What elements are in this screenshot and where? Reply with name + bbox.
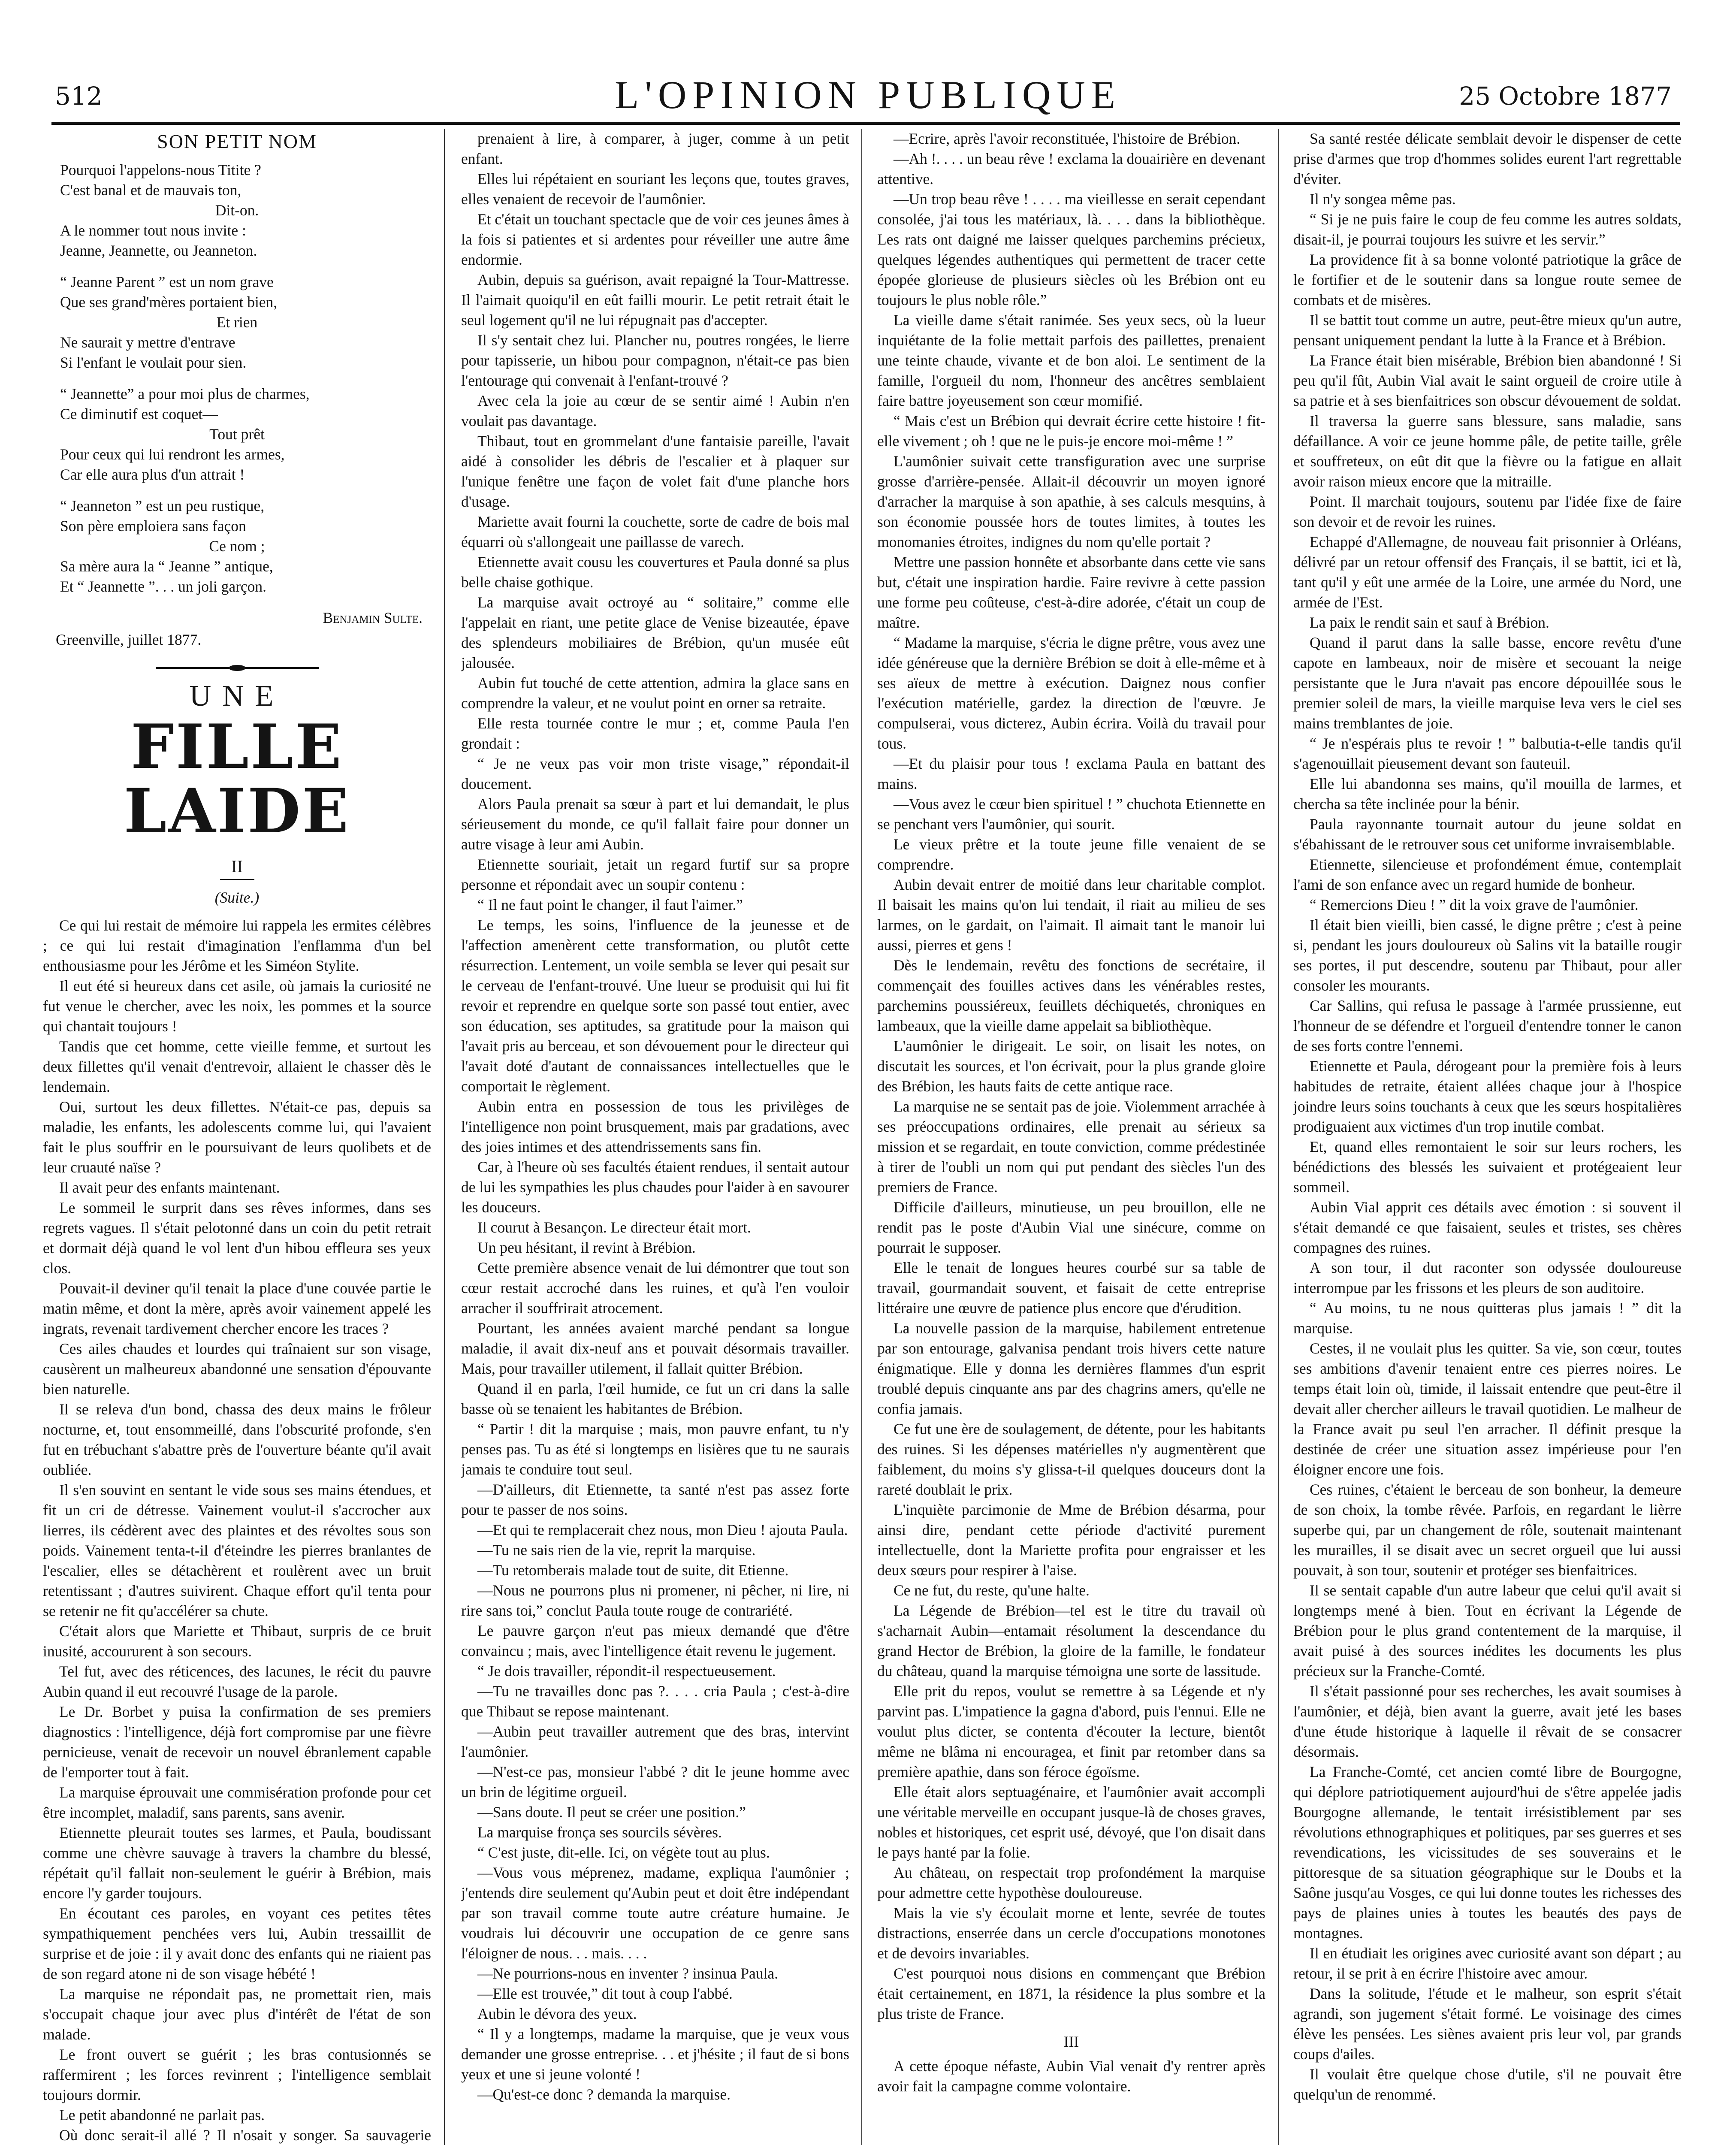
poem-line: Ce diminutif est coquet— <box>60 405 218 423</box>
paragraph: Et c'était un touchant spectacle que de voir ces jeunes âmes à la fois si patientes et si ardentes pour réveiller une autre âme endormie. <box>461 211 849 268</box>
paragraph: Ces ruines, c'étaient le berceau de son bonheur, la demeure de son choix, la tombe rêvée. Parfois, en regardant le lièrre superbe qui, par un changement de rôle, soutenait maintenant les murailles, il se disait avec un secret orgueil que lui aussi pouvait, à son tour, soutenir et protéger ses bienfaitrices. <box>1293 1481 1682 1579</box>
paragraph: “ Il ne faut point le changer, il faut l'aimer.” <box>477 896 743 913</box>
poem-title: SON PETIT NOM <box>157 130 317 152</box>
paragraph: Un peu hésitant, il revint à Brébion. <box>477 1239 696 1256</box>
paragraph: Cestes, il ne voulait plus les quitter. Sa vie, son cœur, toutes ses ambitions d'avenir tenaient entre ces pierres noires. Le temps était loin où, timide, il laissait entendre que peut-être il devait aller chercher ailleurs le travail quotidien. Le malheur de la France avait pu seul l'en arracher. Il définit presque la destinée de créer une situation assez impérieuse pour l'en éloigner encore une fois. <box>1293 1340 1682 1478</box>
paragraph: L'aumônier le dirigeait. Le soir, on lisait les notes, on discutait les sources, et l'on écrivait, pour la plus grande gloire des Brébion, les hauts faits de cette antique race. <box>877 1037 1265 1095</box>
paragraph: Quand il en parla, l'œil humide, ce fut un cri dans la salle basse où se tenaient les habitantes de Brébion. <box>461 1380 849 1417</box>
paragraph: La paix le rendit sain et sauf à Brébion. <box>1310 614 1549 631</box>
paragraph: Il s'en souvint en sentant le vide sous ses mains étendues, et fit un cri de détresse. Vainement voulut-il s'accrocher aux lierres, ils cédèrent avec des plaintes et des révoltes sous son poids. Vainement tenta-t-il d'éteindre les pierres branlantes de l'escalier, elles se détachèrent et roulèrent avec un bruit retentissant ; d'autres suivirent. Chaque effort qu'il tenta pour se retenir ne fit qu'accélérer sa chute. <box>43 1481 431 1619</box>
page-number: 512 <box>55 82 103 111</box>
paragraph: La providence fit à sa bonne volonté patriotique la grâce de le fortifier et de le soutenir dans sa longue route semee de combats et de misères. <box>1293 251 1682 308</box>
paragraph: Aubin, depuis sa guérison, avait repaigné la Tour-Mattresse. Il l'aimait quoiqu'il en eût failli mourir. Le petit retrait était le seul logement qu'il ne lui répugnait pas d'accepter. <box>461 271 849 329</box>
poem-line: Ne saurait y mettre d'entrave <box>60 334 235 351</box>
poem-line: Son père emploiera sans façon <box>60 517 246 535</box>
paragraph: La marquise avait octroyé au “ solitaire,” comme elle l'appelait en riant, une petite glace de Venise bizeautée, épave des splendeurs mobiliaires de Brébion, qu'un musée eût jalousée. <box>461 594 849 671</box>
paragraph: Elle lui abandonna ses mains, qu'il mouilla de larmes, et chercha sa tête inclinée pour la bénir. <box>1293 775 1682 813</box>
paragraph: Etiennette pleurait toutes ses larmes, et Paula, boudissant comme une chèvre sauvage à travers la chambre du blessé, répétait qu'il fallait non-seulement le guérir à Brébion, mais encore l'y garder toujours. <box>43 1824 431 1902</box>
paragraph: Mais la vie s'y écoulait morne et lente, sevrée de toutes distractions, enserrée dans un cercle d'occupations monotones et de devoirs invariables. <box>877 1904 1265 1962</box>
column-3 <box>877 129 1265 2145</box>
column-rule <box>861 129 862 2145</box>
paragraph: Il s'était passionné pour ses recherches, les avait soumises à l'aumônier, et déjà, bien avant la guerre, avait jeté les bases d'une étude historique à laquelle il rêvait de se consacrer désormais. <box>1293 1683 1682 1760</box>
poem-signature: Benjamin Sulte. <box>323 609 423 626</box>
paragraph: “ C'est juste, dit-elle. Ici, on végète tout au plus. <box>477 1844 770 1861</box>
column-text <box>1293 129 1682 2105</box>
paragraph: Il s'y sentait chez lui. Plancher nu, poutres rongées, le lierre pour tapisserie, un hibou pour compagnon, n'était-ce pas bien l'entourage qui convenait à l'enfant-trouvé ? <box>461 332 849 389</box>
paragraph: Etiennette souriait, jetait un regard furtif sur sa propre personne et répondait avec un soupir contenu : <box>461 856 849 893</box>
poem-line: Pourquoi l'appelons-nous Titite ? <box>60 161 261 178</box>
paragraph: La marquise ne répondait pas, ne promettait rien, mais s'occupait chaque jour avec plus d'intérêt de l'état de son malade. <box>43 1985 431 2043</box>
paragraph: “ Il y a longtemps, madame la marquise, que je veux vous demander une grosse entreprise. . . et j'hésite ; il faut de si bons yeux et une si jeune volonté ! <box>461 2025 849 2083</box>
paragraph: Il avait peur des enfants maintenant. <box>59 1179 280 1196</box>
paragraph: Le vieux prêtre et la toute jeune fille venaient de se comprendre. <box>877 836 1265 873</box>
paragraph: —Aubin peut travailler autrement que des bras, intervint l'aumônier. <box>461 1723 849 1760</box>
paragraph: Difficile d'ailleurs, minutieuse, un peu brouillon, elle ne rendit pas le poste d'Aubin Vial une sinécure, comme on pourrait le supposer. <box>877 1199 1265 1256</box>
paragraph: Le Dr. Borbet y puisa la confirmation de ses premiers diagnostics : l'intelligence, déjà fort compromise par une fièvre pernicieuse, venait de recevoir un nouvel ébranlement capable de l'emporter tout à fait. <box>43 1703 431 1781</box>
chapter-number: II <box>231 857 243 876</box>
paragraph: Tel fut, avec des réticences, des lacunes, le récit du pauvre Aubin quand il eut recouvré l'usage de la parole. <box>43 1663 431 1700</box>
issue-date: 25 Octobre 1877 <box>1459 82 1672 111</box>
column-2 <box>461 129 849 2145</box>
paragraph: Pouvait-il deviner qu'il tenait la place d'une couvée partie le matin même, et dont la mère, après avoir vainement appelé les ingrats, revenait tardivement chercher encore les traces ? <box>43 1280 431 1337</box>
paragraph: Aubin fut touché de cette attention, admira la glace sans en comprendre la valeur, et ne voulut point en orner sa retraite. <box>461 674 849 712</box>
paragraph: —Et du plaisir pour tous ! exclama Paula en battant des mains. <box>877 755 1265 792</box>
story-kicker: UNE <box>189 680 285 713</box>
paragraph: Le pauvre garçon n'eut pas mieux demandé que d'être convaincu ; mais, avec l'intelligence était revenu le jugement. <box>461 1622 849 1659</box>
paragraph: “ Je ne veux pas voir mon triste visage,” répondait-il doucement. <box>461 755 849 792</box>
paragraph: La vieille dame s'était ranimée. Ses yeux secs, où la lueur inquiétante de la folie mettait parfois des paillettes, prenaient une teinte chaude, vivante et de bon aloi. Le sentiment de la famille, l'orgueil du nom, l'honneur des ancêtres semblaient faire battre joyeusement son cœur momifié. <box>877 311 1265 409</box>
paragraph: C'est pourquoi nous disions en commençant que Brébion était certainement, en 1871, la résidence la plus sombre et la plus triste de France. <box>877 1965 1265 2022</box>
paragraph: Elle resta tournée contre le mur ; et, comme Paula l'en grondait : <box>461 715 849 752</box>
page-header <box>0 64 1736 116</box>
paragraph: Dès le lendemain, revêtu des fonctions de secrétaire, il commençait des fouilles actives dans les vénérables restes, parchemins poussiéreux, feuillets déchiquetés, chroniques en lambeaux, que la vieille dame appelait sa bibliothèque. <box>877 957 1265 1034</box>
paragraph: Il eut été si heureux dans cet asile, où jamais la curiosité ne fut venue le chercher, avec les noix, les pommes et la source qui chantait toujours ! <box>43 977 431 1035</box>
paragraph: Aubin entra en possession de tous les privilèges de l'intelligence non point brusquement, mais par gradations, avec des joies intimes et des attendrissements sans fin. <box>461 1098 849 1155</box>
paragraph: Ce ne fut, du reste, qu'une halte. <box>894 1582 1090 1599</box>
paragraph: La marquise fronça ses sourcils sévères. <box>477 1824 722 1841</box>
paragraph: La nouvelle passion de la marquise, habilement entretenue par son entourage, galvanisa pendant trois hivers cette nature énigmatique. Elle y donna les dernières flammes d'un esprit troublé depuis cinquante ans par des chagrins amers, qu'elle ne confia jamais. <box>877 1320 1265 1417</box>
paragraph: —Elle est trouvée,” dit tout à coup l'abbé. <box>477 1985 733 2002</box>
paragraph: Aubin devait entrer de moitié dans leur charitable complot. Il baisait les mains qu'on lui tendait, il riait au milieu de ses larmes, on le gardait, on l'aimait. Il aimait tant le manoir lui aussi, pierres et gens ! <box>877 876 1265 954</box>
column-text <box>877 129 1265 2024</box>
paragraph: —Sans doute. Il peut se créer une position.” <box>477 1804 746 1821</box>
paragraph: —D'ailleurs, dit Etiennette, ta santé n'est pas assez forte pour te passer de nos soins. <box>461 1481 849 1518</box>
paragraph: Sa santé restée délicate semblait devoir le dispenser de cette prise d'armes que trop d'hommes solides eurent l'art regrettable d'éviter. <box>1293 130 1682 187</box>
paragraph: Il traversa la guerre sans blessure, sans maladie, sans défaillance. A voir ce jeune homme pâle, de petite taille, grêle et souffreteux, on eût dit que la fièvre ou la fatigue en allait avoir raison mieux encore que la mitraille. <box>1293 412 1682 490</box>
paragraph: Pourtant, les années avaient marché pendant sa longue maladie, il avait dix-neuf ans et pouvait désormais travailler. Mais, pour travailler utilement, il fallait quitter Brébion. <box>461 1320 849 1377</box>
poem-line: Jeanne, Jeannette, ou Jeanneton. <box>60 242 257 259</box>
paragraph: Où donc serait-il allé ? Il n'osait y songer. Sa sauvagerie <box>59 2127 431 2144</box>
paragraph: Aubin le dévora des yeux. <box>477 2005 637 2022</box>
paragraph: La marquise éprouvait une commisération profonde pour cet être incomplet, maladif, sans parents, sans avenir. <box>43 1784 431 1821</box>
paragraph: La marquise ne se sentait pas de joie. Violemment arrachée à ses préoccupations ordinaires, elle prenait au sérieux sa mission et se regardait, en toute conviction, comme prédestinée à tirer de l'oubli un nom qui put pendant des siècles l'un des premiers de France. <box>877 1098 1265 1196</box>
poem-line: Dit-on. <box>215 202 259 219</box>
paragraph: Car, à l'heure où ses facultés étaient rendues, il sentait autour de lui les sympathies les plus chaudes pour l'aider à en savourer les douceurs. <box>461 1158 849 1216</box>
paragraph: —Qu'est-ce donc ? demanda la marquise. <box>477 2086 731 2103</box>
poem-line: Que ses grand'mères portaient bien, <box>60 293 278 311</box>
paragraph: “ Mais c'est un Brébion qui devrait écrire cette histoire ! fit-elle vivement ; oh ! que ne le puis-je encore moi-même ! ” <box>877 412 1265 450</box>
paragraph: Cette première absence venait de lui démontrer que tout son cœur restait accroché dans les ruines, et qu'à l'en vouloir arracher il souffrirait atrocement. <box>461 1259 849 1317</box>
paragraph: Aubin Vial apprit ces détails avec émotion : si souvent il s'était demandé ce que faisaient, seules et tristes, ses chères compagnes des ruines. <box>1293 1199 1682 1256</box>
paragraph: —Tu retomberais malade tout de suite, dit Etienne. <box>477 1562 789 1579</box>
poem-line: Si l'enfant le voulait pour sien. <box>60 354 247 371</box>
poem-stanza <box>43 160 431 261</box>
chapter-rule <box>220 879 254 880</box>
column-rule <box>444 129 445 2145</box>
paragraph: Dans la solitude, l'étude et le malheur, son esprit s'était agrandi, son jugement s'était formé. Le voisinage des cimes élève les pensées. Les siènes avaient pris leur vol, par grands coups d'ailes. <box>1293 1985 1682 2063</box>
paragraph: Paula rayonnante tournait autour du jeune soldat en s'ébahissant de le retrouver sous cet uniforme invraisemblable. <box>1293 816 1682 853</box>
poem-line: Et “ Jeannette ”. . . un joli garçon. <box>60 578 267 595</box>
paragraph: Etiennette avait cousu les couvertures et Paula donné sa plus belle chaise gothique. <box>461 553 849 591</box>
paragraph: —Tu ne travailles donc pas ?. . . . cria Paula ; c'est-à-dire que Thibaut se repose maintenant. <box>461 1683 849 1720</box>
paragraph: Alors Paula prenait sa sœur à part et lui demandait, le plus sérieusement du monde, ce qu'il fallait faire pour donner un autre visage à leur ami Aubin. <box>461 795 849 853</box>
paragraph: “ Je n'espérais plus te revoir ! ” balbutia-t-elle tandis qu'il s'agenouillait pieusement devant son fauteuil. <box>1293 735 1682 772</box>
column-1 <box>43 129 431 2145</box>
paragraph: “ Si je ne puis faire le coup de feu comme les autres soldats, disait-il, je pourrai toujours les suivre et les servir.” <box>1293 211 1682 248</box>
column-text <box>43 915 431 2145</box>
poem-line: A le nommer tout nous invite : <box>60 222 246 239</box>
paragraph: Elle le tenait de longues heures courbé sur sa table de travail, gourmandait souvent, et faisait de cette entreprise littéraire une œuvre de patience plus encore que d'érudition. <box>877 1259 1265 1317</box>
paragraph: “ Madame la marquise, s'écria le digne prêtre, vous avez une idée généreuse que la dernière Brébion se doit à elle-même et à ses aïeux de mettre à exécution. Daignez nous confier l'exécution matérielle, gardez la direction de l'œuvre. Je compulserai, vous dicterez, Aubin écrira. Voilà du travail pour tous. <box>877 634 1265 752</box>
paragraph: L'inquiète parcimonie de Mme de Brébion désarma, pour ainsi dire, pendant cette période d'activité purement intellectuelle, dont la Mariette profita pour engraisser et les deux sœurs pour respirer à l'aise. <box>877 1501 1265 1579</box>
paragraph: Thibaut, tout en grommelant d'une fantaisie pareille, l'avait aidé à consolider les débris de l'escalier et à plaquer sur l'unique fenêtre une façon de volet fait d'une planche hors d'usage. <box>461 432 849 510</box>
paragraph: Il en étudiait les origines avec curiosité avant son départ ; au retour, il se prit à en écrire l'histoire avec amour. <box>1293 1945 1682 1982</box>
continued-label: (Suite.) <box>214 889 260 906</box>
paragraph: “ Je dois travailler, répondit-il respectueusement. <box>477 1662 776 1680</box>
paragraph: Le temps, les soins, l'influence de la jeunesse et de l'affection amenèrent cette transformation, ou plutôt cette résurrection. Lentement, un voile sembla se lever qui pesait sur le cerveau de l'enfant-trouvé. Une lueur se produisit qui lui fit revoir et reprendre en quelque sorte son passé tout entier, avec son éducation, ses aptitudes, sa gratitude pour la maison qui l'avait pris au berceau, et son dévouement pour le directeur qui l'avait doté d'autant de connaissances intellectuelles que le comportait le règlement. <box>461 916 849 1095</box>
paragraph: En écoutant ces paroles, en voyant ces petites têtes sympathiquement penchées vers lui, Aubin tressaillit de surprise et de joie : il y avait donc des enfants qui ne riaient pas de son regard atone ni de son visage hébété ! <box>43 1905 431 1982</box>
paragraph: Elles lui répétaient en souriant les leçons que, toutes graves, elles venaient de recevoir de l'aumônier. <box>461 170 849 208</box>
paragraph: La France était bien misérable, Brébion bien abandonné ! Si peu qu'il fût, Aubin Vial avait le saint orgueil de croire utile à sa patrie et à ses bienfaitrices son obscur dévouement de soldat. <box>1293 352 1682 409</box>
paragraph: Le petit abandonné ne parlait pas. <box>59 2106 265 2124</box>
paragraph: La Franche-Comté, cet ancien comté libre de Bourgogne, qui déplore patriotiquement aujourd'hui de s'être appelée jadis Bourgogne allemande, le tentait irrésistiblement par ses révolutions ethnographiques et politiques, par ses guerres et ses revendications, les vicissitudes de ses souverains et le pittoresque de sa situation géographique sur le Doubs et la Saône jusqu'au Vosges, ce qui lui donne toutes les richesses des pays de plaines unies à toutes les beautés des pays de montagnes. <box>1293 1763 1682 1942</box>
paragraph: —Un trop beau rêve ! . . . . ma vieillesse en serait cependant consolée, j'ai tous les matériaux, là. . . . dans la bibliothèque. Les rats ont daigné me laisser quelques parchemins précieux, quelques légendes authentiques qui permettent de tracer cette épopée glorieuse de plusieurs siècles où les Brébion ont eu toujours le plus noble rôle.” <box>877 190 1265 308</box>
paragraph: Et, quand elles remontaient le soir sur leurs rochers, les bénédictions des blessés les suivaient et protégeaient leur sommeil. <box>1293 1138 1682 1196</box>
story-title: FILLE LAIDE <box>124 711 350 847</box>
poem-stanza <box>43 272 431 373</box>
paragraph: La Légende de Brébion—tel est le titre du travail où s'acharnait Aubin—entamait résolument la descendance du grand Hector de Brébion, la gloire de la famille, le fondateur du château, quand la marquise témoigna une sorte de lassitude. <box>877 1602 1265 1680</box>
paragraph: Il n'y songea même pas. <box>1310 190 1456 208</box>
poem-line: Sa mère aura la “ Jeanne ” antique, <box>60 558 273 575</box>
column-4 <box>1293 129 1682 2145</box>
paragraph: Elle était alors septuagénaire, et l'aumônier avait accompli une véritable merveille en occupant jusque-là de choses graves, nobles et historiques, cet esprit usé, dévoyé, que l'on disait dans le pays hanté par la folie. <box>877 1783 1265 1861</box>
section-divider <box>156 667 319 669</box>
poem-place-date: Greenville, juillet 1877. <box>56 631 202 648</box>
paragraph: Mariette avait fourni la couchette, sorte de cadre de bois mal équarri où s'allongeait une paillasse de varech. <box>461 513 849 550</box>
paragraph: Mettre une passion honnête et absorbante dans cette vie sans but, c'était une inspiration hardie. Faire revivre à cette passion une forme peu coûteuse, c'est-à-dire adorée, c'était un coup de maître. <box>877 553 1265 631</box>
paragraph: Oui, surtout les deux fillettes. N'était-ce pas, depuis sa maladie, les enfants, les adolescents comme lui, qui l'avaient fait le plus souffrir en le poursuivant de leurs quolibets et de leur cruauté naïse ? <box>43 1098 431 1176</box>
paragraph: Echappé d'Allemagne, de nouveau fait prisonnier à Orléans, délivré par un retour offensif des Français, il se battit, ici et là, tant qu'il y eût une armée de la Loire, une armée du Nord, une armée de l'Est. <box>1293 533 1682 611</box>
paragraph: Elle prit du repos, voulut se remettre à sa Légende et n'y parvint pas. L'impatience la gagna d'abord, puis l'ennui. Elle ne voulut plus dicter, se contenta d'écouter la lecture, bientôt même ne blâma ni encouragea, et finit par retomber dans sa première apathie, dans son féroce égoïsme. <box>877 1683 1265 1780</box>
paragraph: prenaient à lire, à comparer, à juger, comme à un petit enfant. <box>461 130 849 167</box>
poem-line: Ce nom ; <box>209 538 265 555</box>
paragraph: Etiennette et Paula, dérogeant pour la première fois à leurs habitudes de retraite, étaient allées chaque jour à l'hospice joindre leurs soins touchants à ceux que les sœurs hospitalières prodiguaient aux victimes d'un trop inutile combat. <box>1293 1057 1682 1135</box>
poem-line: C'est banal et de mauvais ton, <box>60 181 242 199</box>
masthead: L'OPINION PUBLIQUE <box>615 73 1121 117</box>
paragraph: Le front ouvert se guérit ; les bras contusionnés se raffermirent ; les forces revinrent ; l'intelligence semblait toujours dormir. <box>43 2046 431 2103</box>
poem-line: Pour ceux qui lui rendront les armes, <box>60 446 285 463</box>
column-text-tail <box>877 2056 1265 2097</box>
paragraph: Le sommeil le surprit dans ses rêves informes, dans ses regrets vagues. Il s'était pelotonné dans un coin du petit retrait et dormait déjà quand le vol lent d'un hibou effleura ses yeux clos. <box>43 1199 431 1277</box>
paragraph: “ Au moins, tu ne nous quitteras plus jamais ! ” dit la marquise. <box>1293 1299 1682 1337</box>
paragraph: Car Sallins, qui refusa le passage à l'armée prussienne, eut l'honneur de se défendre et l'orgueil d'entendre tonner le canon de ses forts contre l'ennemi. <box>1293 997 1682 1054</box>
paragraph: —Ecrire, après l'avoir reconstituée, l'histoire de Brébion. <box>894 130 1241 147</box>
paragraph: Il se releva d'un bond, chassa des deux mains le frôleur nocturne, et, tout ensommeillé, dans l'obscurité profonde, s'en fut en trébuchant s'abattre près de l'ouverture béante qu'il avait oubliée. <box>43 1401 431 1478</box>
poem-body <box>43 160 431 597</box>
paragraph: Au château, on respectait trop profondément la marquise pour admettre cette hypothèse douloureuse. <box>877 1864 1265 1901</box>
paragraph: Il se sentait capable d'un autre labeur que celui qu'il avait si longtemps mené à bien. Tout en écrivant la Légende de Brébion pour le plus grand contentement de la marquise, il avait puisé à des sources inédites les documents les plus précieux sur la Franche-Comté. <box>1293 1582 1682 1680</box>
poem-line: Tout prêt <box>209 426 265 443</box>
paragraph: Ces ailes chaudes et lourdes qui traînaient sur son visage, causèrent un malheureux abandonné une sensation d'épouvante bien naturelle. <box>43 1340 431 1398</box>
paragraph: —Tu ne sais rien de la vie, reprit la marquise. <box>477 1541 756 1559</box>
paragraph: —Nous ne pourrons plus ni promener, ni pêcher, ni lire, ni rire sans toi,” conclut Paula toute rouge de contrariété. <box>461 1582 849 1619</box>
poem-line: Et rien <box>216 314 258 331</box>
paragraph: —Vous vous méprenez, madame, expliqua l'aumônier ; j'entends dire seulement qu'Aubin peut et doit être indépendant par son travail comme toute autre créature humaine. Je voudrais lui découvrir une occupation de ce genre sans l'éloigner de nous. . . mais. . . . <box>461 1864 849 1962</box>
paragraph: Ce fut une ère de soulagement, de détente, pour les habitants des ruines. Si les dépenses matérielles n'y augmentèrent que faiblement, du moins s'y glissa-t-il quelques douceurs dont la rareté doublait le prix. <box>877 1420 1265 1498</box>
section-number: III <box>1063 2033 1079 2050</box>
paragraph: Il se battit tout comme un autre, peut-être mieux qu'un autre, pensant uniquement pendant la lutte à la France et à Brébion. <box>1293 311 1682 349</box>
paragraph: Ce qui lui restait de mémoire lui rappela les ermites célèbres ; ce qui lui restait d'imagination l'enflamma d'un bel enthousiasme pour les Jérôme et les Siméon Stylite. <box>43 917 431 974</box>
paragraph: Il voulait être quelque chose d'utile, s'il ne pouvait être quelqu'un de renommé. <box>1293 2066 1682 2103</box>
paragraph: L'aumônier suivait cette transfiguration avec une surprise grosse d'arrière-pensée. Allait-il découvrir un moyen ignoré d'arracher la marquise à son apathie, à ses calculs mesquins, à son économie poussée hors de toutes limites, à toutes les monomanies étroites, indignes du nom qu'elle portait ? <box>877 453 1265 550</box>
paragraph: “ Partir ! dit la marquise ; mais, mon pauvre enfant, tu n'y penses pas. Tu as été si longtemps en lisières que tu ne saurais jamais te conduire tout seul. <box>461 1420 849 1478</box>
paragraph: Tandis que cet homme, cette vieille femme, et surtout les deux fillettes qu'il venait d'entrevoir, allaient le chasser dès le lendemain. <box>43 1038 431 1095</box>
column-rule <box>1278 129 1279 2145</box>
paragraph: Etiennette, silencieuse et profondément émue, contemplait l'ami de son enfance avec un regard humide de bonheur. <box>1293 856 1682 893</box>
poem-line: “ Jeanne Parent ” est un nom grave <box>60 273 274 290</box>
paragraph: —N'est-ce pas, monsieur l'abbé ? dit le jeune homme avec un brin de légitime orgueil. <box>461 1763 849 1801</box>
paragraph: Avec cela la joie au cœur de se sentir aimé ! Aubin n'en voulait pas davantage. <box>461 392 849 429</box>
paragraph: Il courut à Besançon. Le directeur était mort. <box>477 1219 751 1236</box>
poem-line: “ Jeanneton ” est un peu rustique, <box>60 497 265 514</box>
paragraph: Point. Il marchait toujours, soutenu par l'idée fixe de faire son devoir et de revoir les ruines. <box>1293 493 1682 530</box>
paragraph: —Et qui te remplacerait chez nous, mon Dieu ! ajouta Paula. <box>477 1521 848 1538</box>
paragraph: —Ne pourrions-nous en inventer ? insinua Paula. <box>477 1965 778 1982</box>
header-rule <box>51 122 1680 125</box>
poem-stanza <box>43 496 431 597</box>
paragraph: —Ah !. . . . un beau rêve ! exclama la douairière en devenant attentive. <box>877 150 1265 187</box>
paragraph: “ Remercions Dieu ! ” dit la voix grave de l'aumônier. <box>1310 896 1639 913</box>
poem-line: “ Jeannette” a pour moi plus de charmes, <box>60 385 310 402</box>
poem-stanza <box>43 384 431 485</box>
paragraph: —Vous avez le cœur bien spirituel ! ” chuchota Etiennette en se penchant vers l'aumônier, qui sourit. <box>877 795 1265 833</box>
column-text <box>461 129 849 2105</box>
paragraph: C'était alors que Mariette et Thibaut, surpris de ce bruit inusité, accoururent à son secours. <box>43 1622 431 1660</box>
paragraph: Il était bien vieilli, bien cassé, le digne prêtre ; c'est à peine si, pendant les jours douloureux où Salins vit la bataille rougir ses portes, il put descendre, soutenu par Thibaut, pour aller consoler les mourants. <box>1293 916 1682 994</box>
poem-line: Car elle aura plus d'un attrait ! <box>60 466 245 483</box>
paragraph: A cette époque néfaste, Aubin Vial venait d'y rentrer après avoir fait la campagne comme volontaire. <box>877 2057 1265 2095</box>
paragraph: A son tour, il dut raconter son odyssée douloureuse interrompue par les frissons et les pleurs de son auditoire. <box>1293 1259 1682 1296</box>
paragraph: Quand il parut dans la salle basse, encore revêtu d'une capote en lambeaux, noir de misère et secouant la neige persistante que le Jura n'avait pas encore dépouillée sous le premier soleil de mars, la vieille marquise leva vers le ciel ses mains tremblantes de joie. <box>1293 634 1682 732</box>
